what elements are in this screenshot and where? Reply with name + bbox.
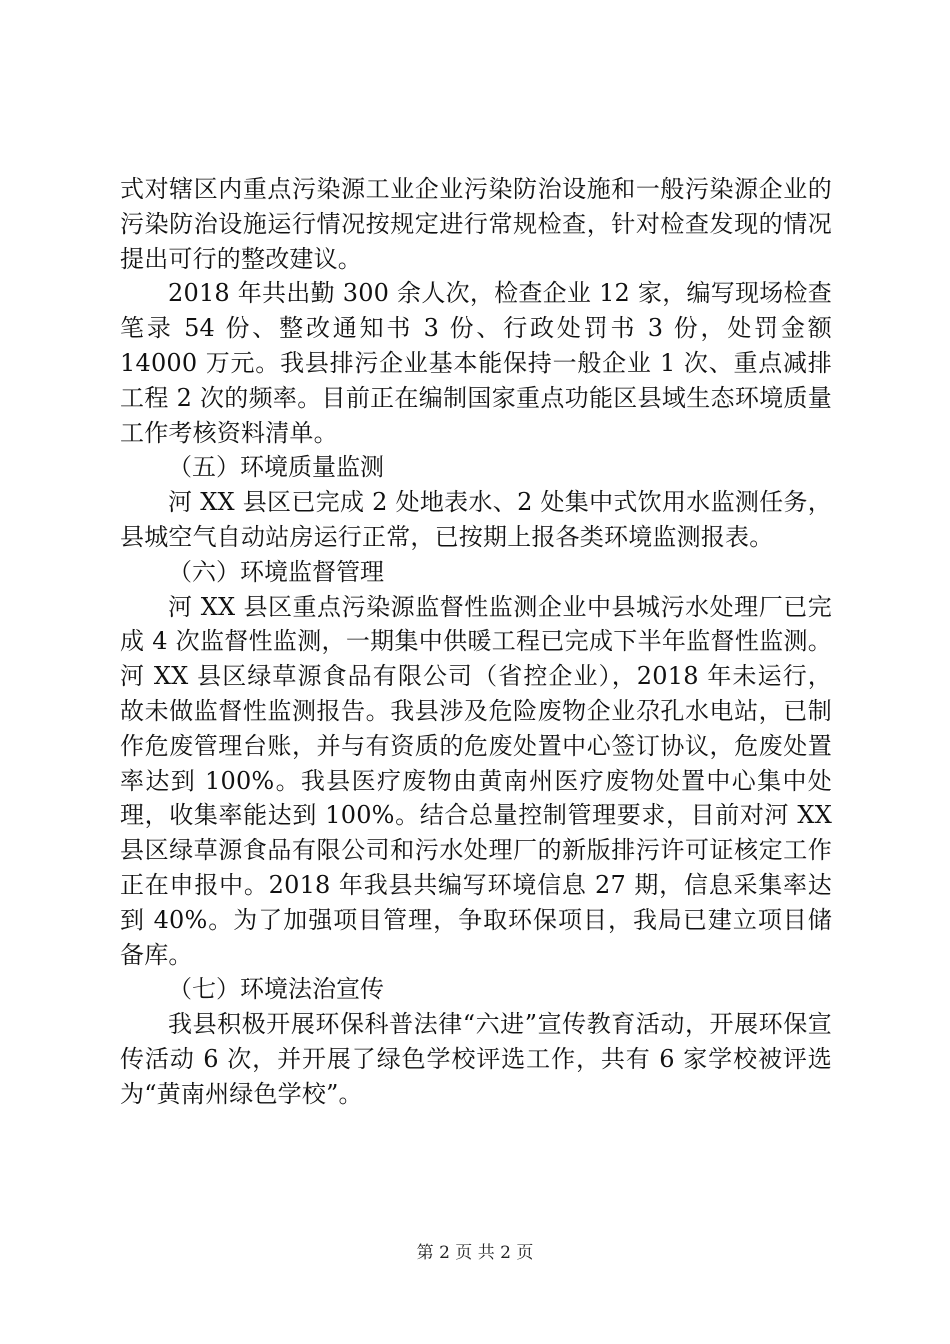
page-number-footer: 第 2 页 共 2 页 [416, 1243, 534, 1263]
paragraph-inspection-continued: 式对辖区内重点污染源工业企业污染防治设施和一般污染源企业的污染防治设施运行情况按规定进行常规检查，针对检查发现的情况提出可行的整改建议。 [120, 175, 832, 273]
section-heading-quality-monitoring: （五）环境质量监测 [168, 453, 384, 482]
paragraph-legal-publicity: 我县积极开展环保科普法律“六进”宣传教育活动，开展环保宣传活动 6 次，并开展了绿色学校评选工作，共有 6 家学校被评选为“黄南州绿色学校”。 [120, 1010, 832, 1108]
paragraph-quality-monitoring: 河 XX 县区已完成 2 处地表水、2 处集中式饮用水监测任务，县城空气自动站房运行正常，已按期上报各类环境监测报表。 [120, 488, 832, 551]
paragraph-inspection-stats: 2018 年共出勤 300 余人次，检查企业 12 家，编写现场检查笔录 54 份、整改通知书 3 份、行政处罚书 3 份，处罚金额 14000 万元。我县排污企业基本能保持一般企业 1 次、重点减排工程 2 次的频率。目前正在编制国家重点功能区县域生态环境质量工作考核资料清单。 [120, 279, 832, 447]
section-heading-supervision: （六）环境监督管理 [168, 557, 384, 586]
section-heading-legal-publicity: （七）环境法治宣传 [168, 975, 384, 1004]
document-body [120, 172, 832, 1112]
paragraph-supervision: 河 XX 县区重点污染源监督性监测企业中县城污水处理厂已完成 4 次监督性监测，一期集中供暖工程已完成下半年监督性监测。河 XX 县区绿草源食品有限公司（省控企业），2018 年未运行，故未做监督性监测报告。我县涉及危险废物企业尕孔水电站，已制作危废管理台账，并与有资质的危废处置中心签订协议，危废处置率达到 100%。我县医疗废物由黄南州医疗废物处置中心集中处理，收集率能达到 100%。结合总量控制管理要求，目前对河 XX 县区绿草源食品有限公司和污水处理厂的新版排污许可证核定工作正在申报中。2018 年我县共编写环境信息 27 期，信息采集率达到 40%。为了加强项目管理，争取环保项目，我局已建立项目储备库。 [120, 592, 832, 969]
